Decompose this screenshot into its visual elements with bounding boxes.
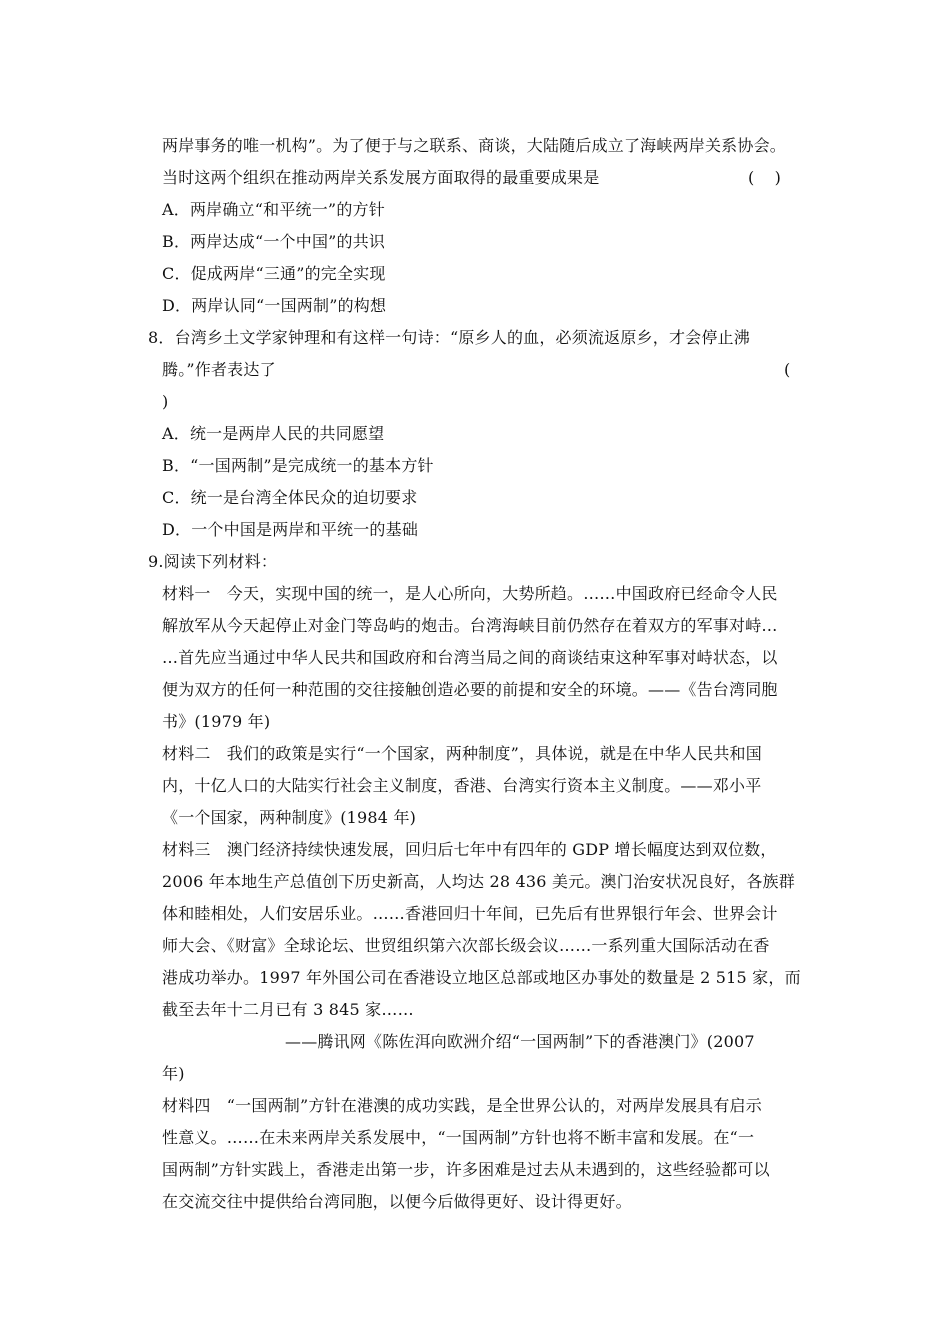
q9-material-3-line-4: 师大会、《财富》全球论坛、世贸组织第六次部长级会议……一系列重大国际活动在香 xyxy=(162,936,770,955)
q8-option-d: D．一个中国是两岸和平统一的基础 xyxy=(162,520,419,539)
q9-material-1-line-3: …首先应当通过中华人民共和国政府和台湾当局之间的商谈结束这种军事对峙状态，以 xyxy=(162,648,778,667)
q9-material-1-line-5: 书》(1979 年) xyxy=(162,712,271,731)
q9-material-4-line-4: 在交流交往中提供给台湾同胞，以便今后做得更好、设计得更好。 xyxy=(162,1192,632,1211)
q8-stem-line-1: 8．台湾乡土文学家钟理和有这样一句诗：“原乡人的血，必须流返原乡，才会停止沸 xyxy=(148,328,750,347)
q9-material-1-line-2: 解放军从今天起停止对金门等岛屿的炮击。台湾海峡目前仍然存在着双方的军事对峙… xyxy=(162,616,778,635)
q9-material-4-line-3: 国两制”方针实践上，香港走出第一步，许多困难是过去从未遇到的，这些经验都可以 xyxy=(162,1160,770,1179)
q7-option-c: C．促成两岸“三通”的完全实现 xyxy=(162,264,386,283)
q9-material-4-line-2: 性意义。……在未来两岸关系发展中，“一国两制”方针也将不断丰富和发展。在“一 xyxy=(162,1128,755,1147)
q9-material-3-line-3: 体和睦相处，人们安居乐业。……香港回归十年间，已先后有世界银行年会、世界会计 xyxy=(162,904,778,923)
q9-material-2-line-3: 《一个国家，两种制度》(1984 年) xyxy=(162,808,417,827)
q9-material-1-line-4: 便为双方的任何一种范围的交往接触创造必要的前提和安全的环境。——《告台湾同胞 xyxy=(162,680,778,699)
q7-stem-line-1: 两岸事务的唯一机构”。为了便于与之联系、商谈，大陆随后成立了海峡两岸关系协会。 xyxy=(162,136,786,155)
q7-stem-line-2: 当时这两个组织在推动两岸关系发展方面取得的最重要成果是 xyxy=(162,168,600,187)
q8-option-c: C．统一是台湾全体民众的迫切要求 xyxy=(162,488,418,507)
q9-material-3-line-2: 2006 年本地生产总值创下历史新高，人均达 28 436 美元。澳门治安状况良好，各族群 xyxy=(162,872,795,891)
q7-option-a: A．两岸确立“和平统一”的方针 xyxy=(162,200,385,219)
q8-answer-blank-close: ) xyxy=(162,392,169,411)
q7-answer-blank: ( ) xyxy=(748,168,781,187)
q9-material-1-line-1: 材料一 今天，实现中国的统一，是人心所向，大势所趋。……中国政府已经命令人民 xyxy=(162,584,778,603)
q9-material-2-line-2: 内，十亿人口的大陆实行社会主义制度，香港、台湾实行资本主义制度。——邓小平 xyxy=(162,776,762,795)
q9-material-3-source-line-1: ——腾讯网《陈佐洱向欧洲介绍“一国两制”下的香港澳门》(2007 xyxy=(285,1032,755,1051)
q9-material-3-source-line-2: 年) xyxy=(162,1064,185,1083)
q8-answer-blank-open: ( xyxy=(784,360,791,379)
q7-option-d: D．两岸认同“一国两制”的构想 xyxy=(162,296,387,315)
q9-material-2-line-1: 材料二 我们的政策是实行“一个国家，两种制度”，具体说，就是在中华人民共和国 xyxy=(162,744,762,763)
q8-option-a: A．统一是两岸人民的共同愿望 xyxy=(162,424,385,443)
q7-option-b: B．两岸达成“一个中国”的共识 xyxy=(162,232,386,251)
q9-material-3-line-5: 港成功举办。1997 年外国公司在香港设立地区总部或地区办事处的数量是 2 515 家，而 xyxy=(162,968,801,987)
q9-material-3-line-1: 材料三 澳门经济持续快速发展，回归后七年中有四年的 GDP 增长幅度达到双位数， xyxy=(162,840,777,859)
q8-option-b: B．“一国两制”是完成统一的基本方针 xyxy=(162,456,434,475)
q8-stem-line-2: 腾。”作者表达了 xyxy=(162,360,276,379)
q9-material-4-line-1: 材料四 “一国两制”方针在港澳的成功实践，是全世界公认的，对两岸发展具有启示 xyxy=(162,1096,762,1115)
q9-stem: 9.阅读下列材料： xyxy=(148,552,278,571)
q9-material-3-line-6: 截至去年十二月已有 3 845 家…… xyxy=(162,1000,414,1019)
